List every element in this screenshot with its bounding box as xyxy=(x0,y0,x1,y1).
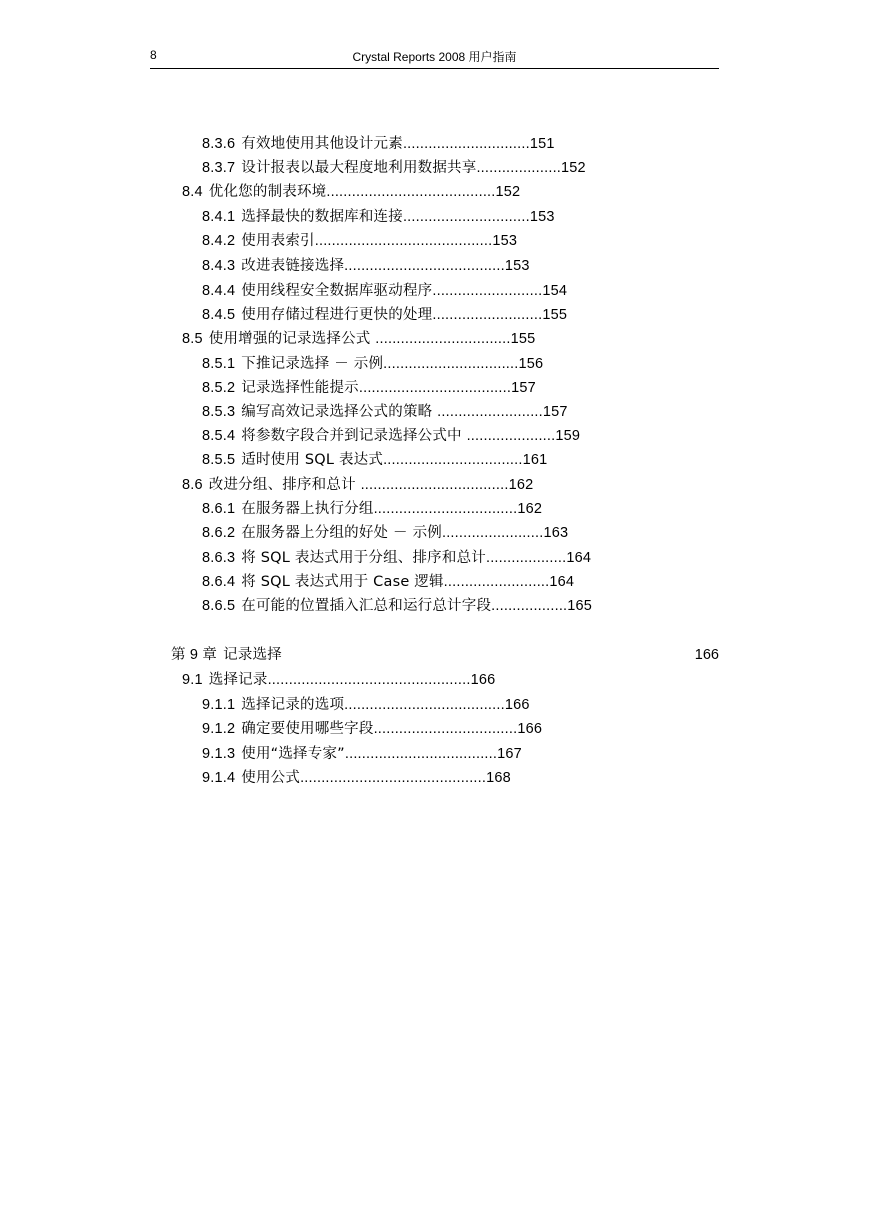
toc-entry-title: 优化您的制表环境 xyxy=(208,184,327,200)
toc-page-number: 166 xyxy=(470,672,496,688)
toc-entry[interactable] xyxy=(202,256,530,276)
toc-entry-number: 9.1.3 xyxy=(202,746,236,762)
toc-leader-dots: ................... xyxy=(485,550,567,566)
toc-leader-dots: ................................ xyxy=(375,331,511,347)
toc-entry[interactable] xyxy=(202,207,555,227)
page-number: 8 xyxy=(150,48,157,62)
toc-leader-dots: ........................................ xyxy=(326,184,496,200)
toc-page-number: 164 xyxy=(566,550,592,566)
toc-entry[interactable] xyxy=(182,329,535,349)
toc-entry-title: 在可能的位置插入汇总和运行总计字段 xyxy=(241,598,492,614)
toc-page-number: 165 xyxy=(567,598,593,614)
toc-page-number: 152 xyxy=(561,160,586,176)
toc-page-number: 166 xyxy=(517,721,543,737)
toc-leader-dots: ................................. xyxy=(383,452,523,468)
toc-entry[interactable] xyxy=(202,231,517,251)
toc-page-number: 152 xyxy=(495,184,521,200)
toc-entry-number: 8.4.1 xyxy=(202,209,236,225)
toc-entry[interactable] xyxy=(182,670,495,690)
toc-entry-title: 记录选择性能提示 xyxy=(241,380,359,396)
toc-entry-number: 9.1 xyxy=(182,672,203,688)
toc-entry[interactable] xyxy=(202,354,543,374)
toc-leader-dots: .............................. xyxy=(402,136,530,152)
toc-entry-number: 8.6.4 xyxy=(202,574,236,590)
toc-page-number: 151 xyxy=(529,136,555,152)
toc-page-number: 162 xyxy=(508,477,534,493)
toc-page-number: 164 xyxy=(549,574,575,590)
toc-entry-title: 使用“选择专家” xyxy=(241,746,345,762)
toc-entry[interactable] xyxy=(202,548,591,568)
toc-entry-number: 8.5 xyxy=(182,331,203,347)
toc-leader-dots: ........................ xyxy=(441,525,544,541)
toc-page-number: 153 xyxy=(504,258,530,274)
toc-entry-number: 8.4.4 xyxy=(202,283,236,299)
toc-page-number: 166 xyxy=(504,697,530,713)
toc-entry-title: 将 SQL 表达式用于 Case 逻辑 xyxy=(241,574,444,590)
toc-leader-dots: .................................... xyxy=(358,380,512,396)
toc-leader-dots: .......................... xyxy=(432,283,543,299)
toc-leader-dots: .................................. xyxy=(373,721,518,737)
toc-leader-dots: ................................................ xyxy=(267,672,471,688)
toc-entry-title: 使用公式 xyxy=(241,770,301,786)
toc-entry-title: 设计报表以最大程度地利用数据共享 xyxy=(241,160,477,176)
toc-entry-number: 8.6.5 xyxy=(202,598,236,614)
toc-page-number: 155 xyxy=(510,331,536,347)
toc-page-number: 163 xyxy=(543,525,569,541)
toc-entry-title: 选择记录的选项 xyxy=(241,697,345,713)
toc-entry[interactable] xyxy=(202,744,522,764)
toc-entry[interactable] xyxy=(202,523,568,543)
toc-entry-title: 下推记录选择 － 示例 xyxy=(241,356,384,372)
toc-leader-dots: ................................ xyxy=(383,356,519,372)
toc-leader-dots: ......................... xyxy=(443,574,550,590)
toc-entry-title: 在服务器上执行分组 xyxy=(241,501,374,517)
header-title: Crystal Reports 2008 用户指南 xyxy=(352,50,517,64)
toc-page-number: 153 xyxy=(529,209,555,225)
toc-entry-title: 使用增强的记录选择公式 xyxy=(208,331,376,347)
toc-entry-number: 9.1.1 xyxy=(202,697,236,713)
toc-entry-number: 9.1.4 xyxy=(202,770,236,786)
toc-leader-dots: .......................... xyxy=(432,307,543,323)
toc-page-number: 157 xyxy=(511,380,536,396)
toc-entry-title: 选择记录 xyxy=(208,672,268,688)
toc-entry[interactable] xyxy=(202,768,511,788)
toc-page-number: 153 xyxy=(492,233,518,249)
toc-page-number: 168 xyxy=(486,770,511,786)
toc-entry-title: 使用存储过程进行更快的处理 xyxy=(241,307,433,323)
toc-entry-number: 8.5.2 xyxy=(202,380,236,396)
toc-entry-number: 9.1.2 xyxy=(202,721,236,737)
toc-entry-number: 8.4.3 xyxy=(202,258,236,274)
toc-entry-number: 8.4.5 xyxy=(202,307,236,323)
toc-leader-dots: .................... xyxy=(476,160,562,176)
toc-entry[interactable] xyxy=(202,596,592,616)
toc-chapter-page-number: 166 xyxy=(694,647,719,663)
toc-entry[interactable] xyxy=(202,305,567,325)
toc-entry[interactable] xyxy=(202,281,567,301)
toc-entry-number: 8.5.3 xyxy=(202,404,236,420)
toc-leader-dots: .......................................... xyxy=(314,233,493,249)
toc-entry-number: 8.3.7 xyxy=(202,160,236,176)
toc-entry-title: 有效地使用其他设计元素 xyxy=(241,136,403,152)
toc-entry-title: 改进分组、排序和总计 xyxy=(208,477,361,493)
toc-leader-dots: ...................................... xyxy=(344,697,505,713)
toc-entry[interactable] xyxy=(202,499,542,519)
toc-leader-dots: ..................... xyxy=(466,428,556,444)
toc-entry-number: 第 9 章 xyxy=(171,647,218,663)
toc-entry-number: 8.5.5 xyxy=(202,452,236,468)
toc-entry-number: 8.5.1 xyxy=(202,356,236,372)
toc-entry[interactable] xyxy=(202,450,547,470)
toc-leader-dots: .............................. xyxy=(402,209,530,225)
toc-entry[interactable] xyxy=(182,475,533,495)
toc-page-number: 161 xyxy=(522,452,548,468)
toc-entry[interactable] xyxy=(182,182,520,202)
toc-entry-number: 8.6.2 xyxy=(202,525,236,541)
toc-leader-dots: ...................................... xyxy=(344,258,505,274)
toc-entry-number: 8.6.3 xyxy=(202,550,236,566)
toc-page-number: 155 xyxy=(542,307,568,323)
toc-entry-title: 使用表索引 xyxy=(241,233,315,249)
toc-entry[interactable] xyxy=(202,572,574,592)
toc-leader-dots: .................................... xyxy=(344,746,498,762)
toc-entry-number: 8.4.2 xyxy=(202,233,236,249)
toc-page-number: 167 xyxy=(497,746,522,762)
toc-leader-dots: ............................................ xyxy=(300,770,487,786)
toc-entry[interactable] xyxy=(202,695,530,715)
toc-entry[interactable] xyxy=(202,158,586,178)
toc-entry-title: 将 SQL 表达式用于分组、排序和总计 xyxy=(241,550,486,566)
toc-entry-title: 编写高效记录选择公式的策略 xyxy=(241,404,438,420)
toc-entry-title: 确定要使用哪些字段 xyxy=(241,721,374,737)
toc-page-number: 154 xyxy=(542,283,568,299)
toc-entry[interactable] xyxy=(202,134,555,154)
toc-entry-title: 适时使用 SQL 表达式 xyxy=(241,452,384,468)
toc-entry-title: 将参数字段合并到记录选择公式中 xyxy=(241,428,467,444)
toc-entry-number: 8.5.4 xyxy=(202,428,236,444)
toc-entry[interactable] xyxy=(202,378,536,398)
toc-leader-dots: ......................... xyxy=(437,404,543,420)
toc-entry-title: 选择最快的数据库和连接 xyxy=(241,209,403,225)
toc-leader-dots: ................................... xyxy=(360,477,509,493)
toc-chapter-entry[interactable] xyxy=(171,645,282,665)
toc-entry-number: 8.6 xyxy=(182,477,203,493)
toc-entry[interactable] xyxy=(202,426,580,446)
toc-entry-title: 记录选择 xyxy=(223,647,282,663)
toc-entry-title: 改进表链接选择 xyxy=(241,258,345,274)
toc-entry-title: 在服务器上分组的好处 － 示例 xyxy=(241,525,442,541)
toc-leader-dots: .................................. xyxy=(373,501,518,517)
toc-entry[interactable] xyxy=(202,719,542,739)
toc-entry-number: 8.3.6 xyxy=(202,136,236,152)
toc-page-number: 159 xyxy=(555,428,581,444)
toc-entry-number: 8.4 xyxy=(182,184,203,200)
toc-entry-title: 使用线程安全数据库驱动程序 xyxy=(241,283,433,299)
toc-leader-dots: .................. xyxy=(491,598,568,614)
toc-entry-number: 8.6.1 xyxy=(202,501,236,517)
toc-page-number: 156 xyxy=(518,356,544,372)
toc-page-number: 162 xyxy=(517,501,543,517)
toc-entry[interactable] xyxy=(202,402,568,422)
toc-page-number: 157 xyxy=(542,404,568,420)
